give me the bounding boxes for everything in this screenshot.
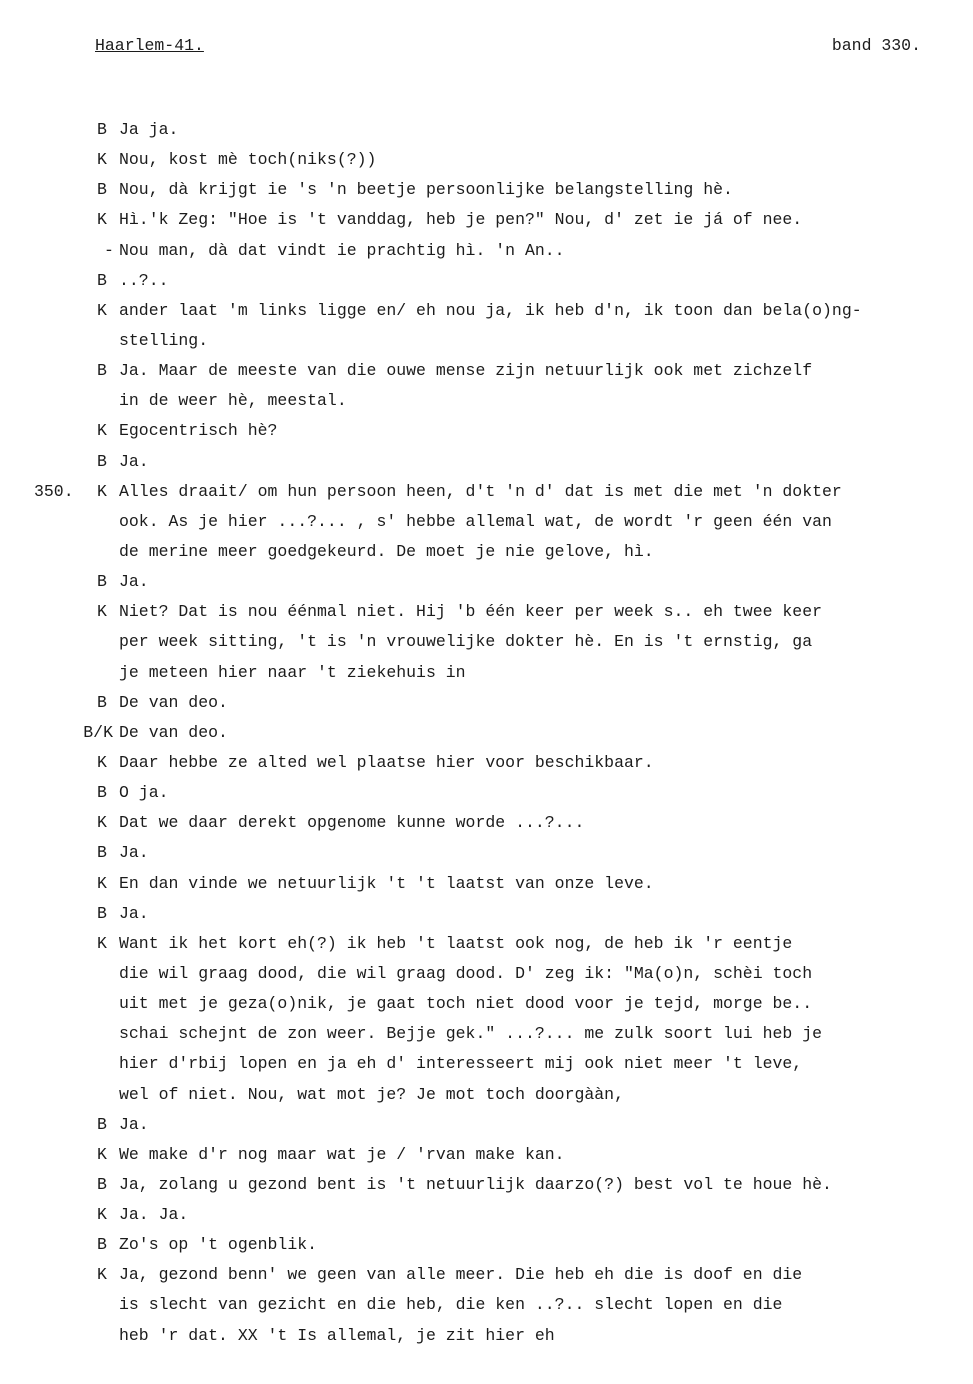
transcript-line [0, 266, 973, 296]
line-number: 350. [34, 481, 74, 501]
line-text: schai schejnt de zon weer. Bejje gek." ...?... me zulk soort lui heb je [119, 1024, 823, 1044]
line-text: in de weer hè, meestal. [119, 391, 347, 411]
line-text: stelling. [119, 330, 209, 350]
transcript-line [0, 175, 973, 205]
transcript-line [0, 507, 973, 537]
line-text: Ja. Ja. [119, 1205, 189, 1225]
transcript-line [0, 1200, 973, 1230]
speaker-label: B [97, 120, 107, 139]
speaker-label: K [97, 1144, 107, 1164]
speaker-label: K [97, 933, 107, 953]
speaker-label: B [97, 180, 107, 200]
line-text: Niet? Dat is nou éénmal niet. Hij 'b één keer per week s.. eh twee keer [119, 602, 823, 622]
line-text: ook. As je hier ...?... , s' hebbe allemal wat, de wordt 'r geen één van [119, 511, 832, 531]
transcript-line [0, 1290, 973, 1320]
speaker-label: K [97, 873, 107, 893]
transcript-line [0, 1230, 973, 1260]
transcript-line [0, 959, 973, 989]
speaker-label: K [97, 1205, 107, 1225]
line-text: je meteen hier naar 't ziekehuis in [119, 662, 466, 682]
line-text: En dan vinde we netuurlijk 't 't laatst van onze leve. [119, 873, 654, 893]
line-text: Ja. [119, 903, 149, 923]
transcript-line [0, 567, 973, 597]
line-text: O ja. [119, 783, 169, 803]
line-text: wel of niet. Nou, wat mot je? Je mot toch doorgààn, [119, 1084, 624, 1104]
transcript-line [0, 296, 973, 326]
line-text: uit met je geza(o)nik, je gaat toch niet dood voor je tejd, morge be.. [119, 994, 813, 1014]
speaker-label: K [97, 813, 107, 833]
margin-mark: - [104, 240, 114, 260]
transcript-line [0, 477, 973, 507]
line-text: Ja ja. [119, 120, 179, 139]
line-text: per week sitting, 't is 'n vrouwelijke dokter hè. En is 't ernstig, ga [119, 632, 813, 652]
speaker-label: B [97, 1114, 107, 1134]
transcript-line [0, 1080, 973, 1110]
transcript-line [0, 356, 973, 386]
line-text: die wil graag dood, die wil graag dood. D' zeg ik: "Ma(o)n, schèi toch [119, 963, 813, 983]
line-text: Egocentrisch hè? [119, 421, 278, 441]
line-text: Zo's op 't ogenblik. [119, 1235, 318, 1255]
line-text: ander laat 'm links ligge en/ eh nou ja, ik heb d'n, ik toon dan bela(o)ng- [119, 300, 862, 320]
line-text: Ja. [119, 451, 149, 471]
line-text: de merine meer goedgekeurd. De moet je nie gelove, hì. [119, 541, 654, 561]
transcript-line [0, 718, 973, 748]
transcript-line [0, 326, 973, 356]
transcript-line [0, 838, 973, 868]
speaker-label: B [97, 572, 107, 592]
line-text: Hì.'k Zeg: "Hoe is 't vanddag, heb je pen?" Nou, d' zet ie já of nee. [119, 210, 803, 230]
line-text: Daar hebbe ze alted wel plaatse hier voor beschikbaar. [119, 752, 654, 772]
speaker-label: K [97, 210, 107, 230]
line-text: is slecht van gezicht en die heb, die ken ..?.. slecht lopen en die [119, 1295, 783, 1315]
speaker-label: B [97, 1174, 107, 1194]
transcript-line [0, 447, 973, 477]
transcript-line [0, 627, 973, 657]
page-header-tape: band 330. [831, 36, 921, 55]
line-text: Dat we daar derekt opgenome kunne worde ...?... [119, 813, 585, 833]
transcript-line [0, 688, 973, 718]
speaker-label: B [97, 692, 107, 712]
transcript-line [0, 808, 973, 838]
speaker-label: K [97, 421, 107, 441]
speaker-label: B/K [83, 722, 113, 742]
transcript-line [0, 1049, 973, 1079]
speaker-label: B [97, 451, 107, 471]
line-text: Want ik het kort eh(?) ik heb 't laatst ook nog, de heb ik 'r eentje [119, 933, 793, 953]
transcript-line [0, 778, 973, 808]
transcript-line [0, 658, 973, 688]
transcript [0, 115, 973, 1351]
speaker-label: B [97, 783, 107, 803]
transcript-line [0, 929, 973, 959]
speaker-label: K [97, 602, 107, 622]
speaker-label: K [97, 752, 107, 772]
speaker-label: B [97, 843, 107, 863]
transcript-line [0, 145, 973, 175]
transcript-line [0, 989, 973, 1019]
speaker-label: K [97, 1265, 107, 1285]
line-text: heb 'r dat. XX 't Is allemal, je zit hier eh [119, 1325, 555, 1345]
line-text: hier d'rbij lopen en ja eh d' interesseert mij ook niet meer 't leve, [119, 1054, 803, 1074]
transcript-line [0, 1140, 973, 1170]
speaker-label: K [97, 150, 107, 170]
speaker-label: B [97, 361, 107, 381]
transcript-line [0, 1110, 973, 1140]
transcript-line [0, 537, 973, 567]
transcript-line [0, 205, 973, 235]
line-text: Ja. [119, 843, 149, 863]
transcript-line [0, 597, 973, 627]
line-text: We make d'r nog maar wat je / 'rvan make kan. [119, 1144, 565, 1164]
line-text: Ja, gezond benn' we geen van alle meer. Die heb eh die is doof en die [119, 1265, 803, 1285]
transcript-line [0, 1170, 973, 1200]
line-text: Nou man, dà dat vindt ie prachtig hì. 'n An.. [119, 240, 565, 260]
speaker-label: K [97, 300, 107, 320]
line-text: Nou, kost mè toch(niks(?)) [119, 150, 377, 170]
line-text: Ja. [119, 1114, 149, 1134]
line-text: Alles draait/ om hun persoon heen, d't 'n d' dat is met die met 'n dokter [119, 481, 842, 501]
transcript-line [0, 1321, 973, 1351]
transcript-line [0, 115, 973, 145]
speaker-label: K [97, 481, 107, 501]
transcript-line [0, 748, 973, 778]
transcript-line [0, 1260, 973, 1290]
line-text: Ja, zolang u gezond bent is 't netuurlijk daarzo(?) best vol te houe hè. [119, 1174, 832, 1194]
transcript-line [0, 386, 973, 416]
transcript-line [0, 416, 973, 446]
transcript-line [0, 869, 973, 899]
transcript-line [0, 236, 973, 266]
speaker-label: B [97, 903, 107, 923]
line-text: Nou, dà krijgt ie 's 'n beetje persoonlijke belangstelling hè. [119, 180, 733, 200]
speaker-label: B [97, 1235, 107, 1255]
line-text: Ja. Maar de meeste van die ouwe mense zijn netuurlijk ook met zichzelf [119, 361, 813, 381]
line-text: De van deo. [119, 722, 228, 742]
transcript-line [0, 1019, 973, 1049]
speaker-label: B [97, 270, 107, 290]
page-header-location: Haarlem-41. [95, 36, 204, 55]
line-text: Ja. [119, 572, 149, 592]
line-text: ..?.. [119, 270, 169, 290]
line-text: De van deo. [119, 692, 228, 712]
transcript-line [0, 899, 973, 929]
